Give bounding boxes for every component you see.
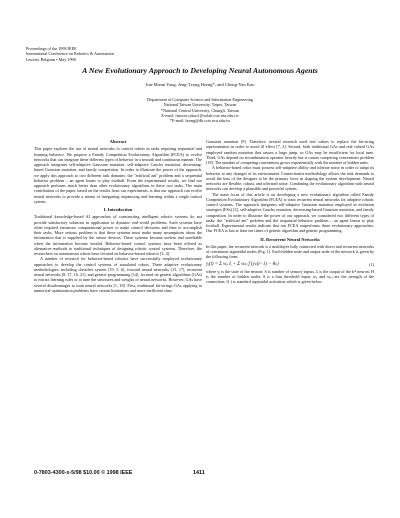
page-footer — [0, 470, 400, 478]
abstract-heading: Abstract — [109, 139, 127, 144]
introduction-paragraph: Traditional knowledge-based AI approaches of constructing intelligent robotic systems do not provide satisfactory solutions in application to dynamic real-world problems. Such systems have often required enormous computational power to make control decisions and then to accomplish their tasks. More serious problem is that these systems must make many assumptions about the information that is supplied by the sensor devices. These systems become useless and unreliable when the information become invalid. Behavior-based control systems have been offered as alternative methods to traditional techniques of designing robotic control systems. Therefore, the researchers on autonomous robots have focused on behavior-based robotics [3, 4]. — [34, 214, 202, 256]
body-paragraph: The main focus of this article is on developing a new evolutionary algorithm called Family Competition Evolutionary Algorithm (FCEA) to train recurrent neural networks for adaptive robotic control systems. The approach integrates self-adaptive Gaussian mutation employed in evolution strategies (ESs) [2], self-adaptive Cauchy mutation, decreasing-based Gaussian mutation, and family competition. In order to illustrate the power of our approach, we considered two different types of tasks: the "artificial ant" problem and the sequential behavior problem – an agent learns to play football. Experimental results indicate that our FCEA outperforms these evolutionary approaches. Our FCEA is fast at least ten times of genetic algorithm and genetic programming. — [206, 191, 374, 234]
equation-formula: yⱼ(t) = Σ wᵢⱼ Iᵢ + Σ wₖⱼ f (yₖ(t−1) − θₖ) — [206, 261, 279, 267]
affiliation-line: *National Central University, Chungli, Taiwan — [160, 107, 240, 113]
section-heading: II. Recurrent Neural Networks — [260, 236, 320, 242]
affiliation-line: National Taiwan University, Taipei, Taiwan — [163, 102, 237, 108]
equation-explanation: where yⱼ is the state of the neuron; S is number of sensory inputs, Iᵢ is the output of the kᵗʰ neuron; H is the number of hidden nodes, θ is a bias threshold input; wᵢⱼ and wₖⱼ are the strength of the connection; f(·) is standard sigmoidal activation which is given below. — [206, 268, 374, 285]
affiliation-line: *E-mail: horng@db.csie.ncu.edu.tw — [169, 118, 231, 124]
left-column — [34, 139, 202, 293]
paper-title: A New Evolutionary Approach to Developing Neural Autonomous Agents — [82, 66, 318, 75]
section-intro-paragraph: In this paper, the recurrent network is a multilayer fully connected with direct and recurrent networks of continuous sigmoidal nodes (Fig. 1). Each hidden node and output node of the network is given by the following form: — [206, 243, 375, 260]
body-paragraph: A behavior-based robot must possess self-adaptive ability and tolerate noise in order to adapt its behavior to any changes of its environment. Connectionist methodology allows the task demands to avoid the bias of the designer to be the primary force in shaping the system development. Neural networks are flexible, robust, and tolerated noise. Combining the evolutionary algorithm with neural networks can develop a plausible and powerful system. — [206, 165, 374, 192]
equation-number: (1) — [369, 261, 374, 267]
affiliation-line: E-mail: {moon,cykao}@solab.csie.ntu.edu.tw — [161, 112, 239, 118]
author-affiliation — [0, 97, 400, 123]
right-column — [206, 139, 374, 285]
proceedings-line: International Conference on Robotics & Automation — [26, 51, 115, 57]
paper-authors: Jun-Miean Yang, Jeng-Tzong Horng*, and Cheng-Yan Kao — [145, 82, 255, 87]
equation-1 — [206, 262, 374, 267]
proceedings-header — [26, 46, 114, 62]
introduction-paragraph: A number of research for behavior-based robotics have successfully employed evolutionary approaches to develop the control systems of simulated robots. These adaptive evolutionary methodologies, including classifier system [19, 5, 6], forward neural networks [15, 17], recurrent neural networks [8, 17, 16, 21], and genetic programming [14], focused on genetic algorithms (GAs) to extract learning rules or to tune the structures and weights of neural networks. However, GAs have several disadvantages to train neural networks [1, 18]. First, traditional bit-strings GAs applying to numerical optimization problems have certain limitations and more inefficient than — [34, 256, 202, 293]
page-number: 1411 — [193, 470, 205, 476]
affiliation-line: Department of Computer Science and Information Engineering — [147, 97, 253, 102]
body-paragraph: Gaussian mutation [9]. Therefore, several research used real values to replace the bit-string representation in order to avoid ill effect [7, 2]. Second, both traditional GAs and real valued GAs employed random mutation that causes a large jump, so GAs may be insufficient for local tune. Third, GAs depend on recombination operator heavily but it causes competing conventions problem [18]. The number of competing conventions grows exponentially with the number of hidden units. — [206, 139, 374, 165]
introduction-heading: I. Introduction — [103, 207, 133, 212]
proceedings-line: Proceedings of the 1998 IEEE — [26, 46, 77, 51]
proceedings-line: Leuven, Belgium • May 1998 — [26, 56, 76, 62]
abstract-body: This paper explores the use of neural networks to control robots in tasks requiring sequential and learning behavior. We propose a Family Competition Evolutionary Algorithm (FCEA) to evolve networks that can integrate these different types of behavior in a smooth and continuous manner. The approach integrates self-adaptive Gaussian mutation, self-adaptive Cauchy mutation, decreasing-based Gaussian mutation, and family competition. In order to illustrate the power of the approach, we apply this approach to two different task domains: the "artificial ant" problem and a sequential behavior problem – an agent learns to play football. From the experimental results, we find our approach performs much better than other evolutionary algorithms in these two tasks. The main contribution of the paper, based on the results from our experiments, is that our approach can evolve neural networks to provide a means of integrating sequencing and learning within a single control system. — [34, 146, 202, 204]
footer-isbn: 0-7803-4300-x-5/98 $10.00 © 1998 IEEE — [34, 470, 133, 476]
